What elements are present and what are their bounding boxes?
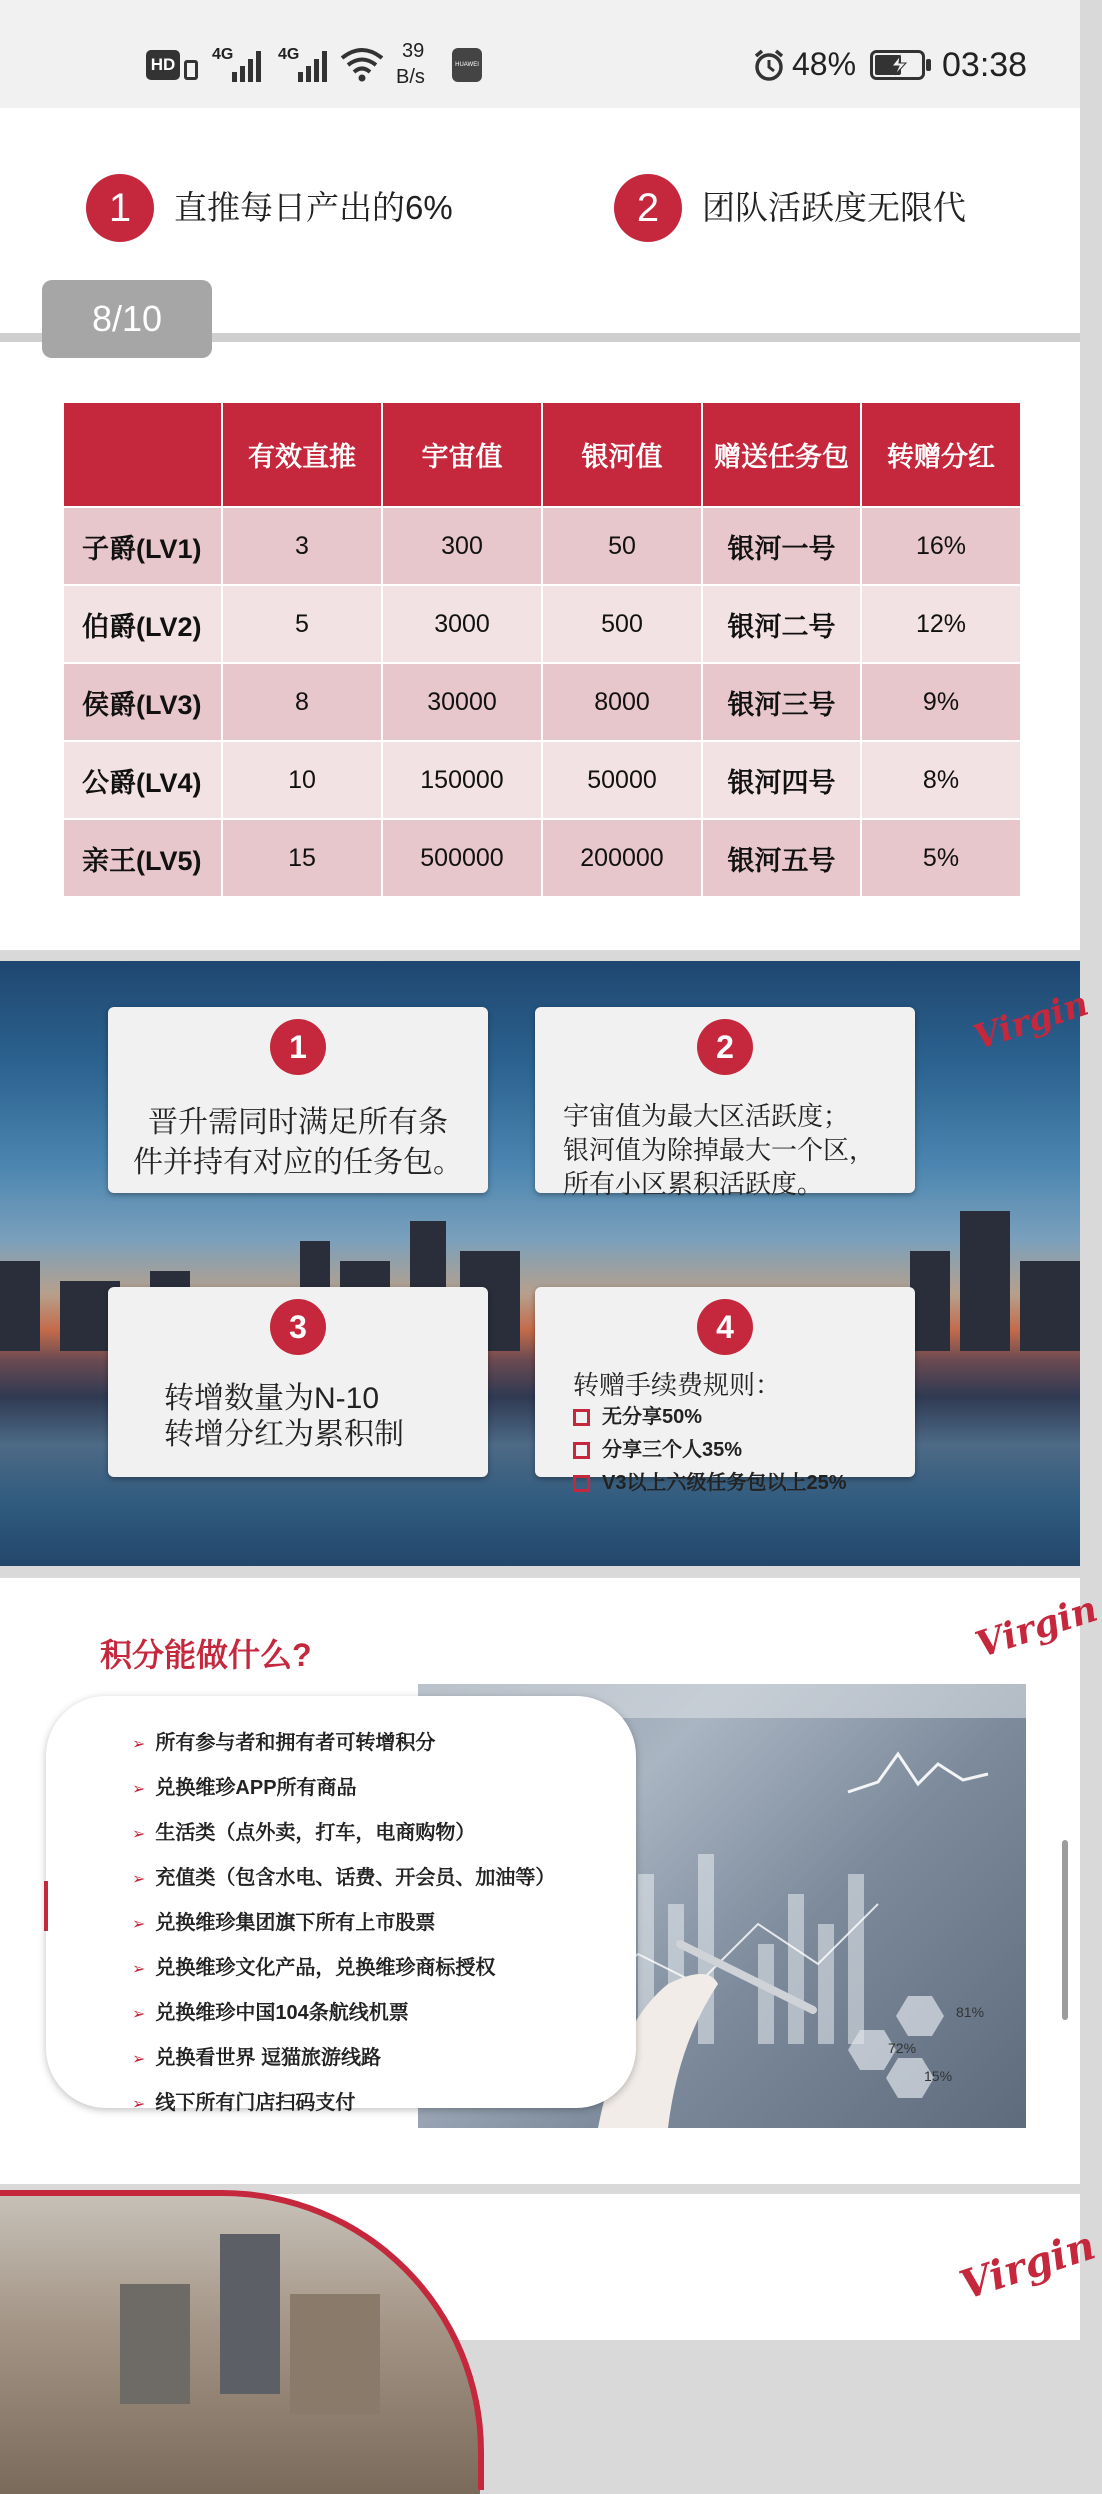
table-cell: 银河五号	[702, 819, 861, 897]
virgin-logo: Virgin	[954, 2221, 1101, 2310]
table-row	[63, 663, 1021, 741]
usage-item	[132, 1771, 357, 1800]
rule-card-1-text	[108, 1103, 488, 1183]
table-cell: 3	[222, 507, 382, 585]
table-cell: 银河四号	[702, 741, 861, 819]
rule-card-2	[535, 1007, 915, 1199]
arrow-right-icon: ➢	[132, 1961, 146, 1978]
wifi-icon	[340, 46, 384, 82]
photo-label: 81%	[956, 2004, 985, 2020]
usage-item	[132, 1816, 475, 1845]
table-header-row	[63, 402, 1021, 507]
table-row	[63, 585, 1021, 663]
table-cell: 10	[222, 741, 382, 819]
table-cell: 500000	[382, 819, 542, 897]
rule-card-3-text	[164, 1381, 484, 1453]
slide-level-table	[0, 108, 1080, 950]
rule-card-2-number: 2	[697, 1019, 753, 1075]
table-cell: 50	[542, 507, 702, 585]
fee-rule-item	[573, 1467, 913, 1500]
table-cell: 5%	[861, 819, 1021, 897]
table-cell: 9%	[861, 663, 1021, 741]
arrow-right-icon: ➢	[132, 1736, 146, 1753]
battery-percent: 48%	[792, 46, 857, 82]
usage-panel	[46, 1696, 636, 2114]
table-cell: 15	[222, 819, 382, 897]
table-cell: 5	[222, 585, 382, 663]
arrow-right-icon: ➢	[132, 1871, 146, 1888]
checkbox-icon	[573, 1409, 590, 1426]
point-1-text: 直推每日产出的6%	[174, 189, 453, 226]
fee-rule-item	[573, 1401, 913, 1434]
battery-charging-icon	[870, 50, 932, 80]
usage-item-text: 生活类（点外卖，打车，电商购物）	[155, 1822, 476, 1844]
arrow-right-icon: ➢	[132, 1781, 146, 1798]
slide-promotion-rules	[0, 961, 1094, 1566]
table-cell: 200000	[542, 819, 702, 897]
table-header: 转赠分红	[861, 402, 1021, 507]
table-row	[63, 507, 1021, 585]
table-cell: 500	[542, 585, 702, 663]
table-header: 银河值	[542, 402, 702, 507]
rule-card-3	[108, 1287, 488, 1477]
rule-card-1-line: 晋升需同时满足所有条	[148, 1106, 448, 1139]
usage-item-text: 兑换维珍APP所有商品	[155, 1777, 357, 1799]
usage-item	[132, 1996, 409, 2025]
arrow-right-icon: ➢	[132, 2051, 146, 2068]
table-cell: 8000	[542, 663, 702, 741]
virgin-logo: Virgin	[970, 1587, 1102, 1667]
net-speed-value: 39	[402, 40, 425, 62]
table-row	[63, 819, 1021, 897]
huawei-app-label: HUAWEI	[455, 62, 479, 68]
rule-card-2-line: 银河值为除掉最大一个区，	[563, 1135, 876, 1165]
slide-points-usage	[0, 1578, 1102, 2184]
table-cell: 16%	[861, 507, 1021, 585]
network-type-1: 4G	[212, 46, 234, 63]
table-cell: 公爵(LV4)	[63, 741, 222, 819]
usage-item	[132, 1861, 555, 1890]
usage-item-text: 充值类（包含水电、话费、开会员、加油等）	[155, 1867, 556, 1889]
table-cell: 银河三号	[702, 663, 861, 741]
rule-card-4-list	[573, 1401, 913, 1500]
red-arc	[0, 2190, 484, 2490]
slide-next-partial	[0, 2194, 1101, 2340]
checkbox-icon	[573, 1442, 590, 1459]
fee-rule-text: 分享三个人35%	[602, 1439, 743, 1461]
table-header: 有效直推	[222, 402, 382, 507]
signal-icon-2	[296, 48, 332, 82]
usage-item-text: 兑换维珍中国104条航线机票	[155, 2002, 409, 2024]
rule-card-3-line: 转增分红为累积制	[164, 1418, 404, 1451]
table-cell: 银河一号	[702, 507, 861, 585]
table-cell: 银河二号	[702, 585, 861, 663]
accent-marker	[44, 1881, 48, 1931]
alarm-icon	[752, 48, 786, 82]
rule-card-3-number: 3	[270, 1299, 326, 1355]
photo-label: 72%	[888, 2040, 917, 2056]
arrow-right-icon: ➢	[132, 1916, 146, 1933]
fee-rule-text: V3以上六级任务包以上25%	[602, 1472, 847, 1494]
table-cell: 300	[382, 507, 542, 585]
signal-icon-1	[230, 48, 266, 82]
checkbox-icon	[573, 1475, 590, 1492]
table-row	[63, 741, 1021, 819]
table-cell: 伯爵(LV2)	[63, 585, 222, 663]
hd-icon	[146, 50, 180, 80]
page-indicator: 8/10	[42, 280, 212, 358]
table-cell: 亲王(LV5)	[63, 819, 222, 897]
clock: 03:38	[942, 46, 1028, 84]
usage-item	[132, 1726, 435, 1755]
status-bar	[0, 0, 1080, 108]
arrow-right-icon: ➢	[132, 2006, 146, 2023]
table-cell: 3000	[382, 585, 542, 663]
usage-item-text: 兑换维珍集团旗下所有上市股票	[155, 1912, 436, 1934]
table-cell: 子爵(LV1)	[63, 507, 222, 585]
fee-rule-text: 无分享50%	[602, 1406, 703, 1428]
usage-item-text: 线下所有门店扫码支付	[155, 2092, 356, 2114]
table-cell: 150000	[382, 741, 542, 819]
point-1-number: 1	[86, 174, 154, 242]
rule-card-3-line: 转增数量为N-10	[164, 1382, 380, 1415]
photo-label: 15%	[924, 2068, 953, 2084]
usage-item-text: 所有参与者和拥有者可转增积分	[155, 1732, 436, 1754]
rule-card-4	[535, 1287, 915, 1494]
table-header	[63, 402, 222, 507]
hd-label: HD	[150, 55, 176, 74]
usage-item-text: 兑换维珍文化产品，兑换维珍商标授权	[155, 1957, 496, 1979]
usage-item	[132, 1906, 435, 1935]
rule-card-2-text	[563, 1099, 913, 1201]
usage-item	[132, 2041, 381, 2070]
level-table	[62, 401, 1022, 898]
usage-item	[132, 2086, 355, 2115]
table-cell: 50000	[542, 741, 702, 819]
table-cell: 12%	[861, 585, 1021, 663]
point-2-text: 团队活跃度无限代	[702, 189, 966, 226]
rule-card-1-line: 件并持有对应的任务包。	[133, 1146, 463, 1179]
point-2-number: 2	[614, 174, 682, 242]
table-cell: 8%	[861, 741, 1021, 819]
net-speed-unit: B/s	[396, 66, 425, 88]
rule-card-1	[108, 1007, 488, 1193]
scrollbar-thumb[interactable]	[1062, 1840, 1068, 2020]
rule-card-4-title: 转赠手续费规则：	[573, 1370, 782, 1400]
virgin-logo: Virgin	[968, 983, 1094, 1059]
table-cell: 侯爵(LV3)	[63, 663, 222, 741]
table-cell: 30000	[382, 663, 542, 741]
usage-item-text: 兑换看世界 逗猫旅游线路	[155, 2047, 381, 2069]
fee-rule-item	[573, 1434, 913, 1467]
rule-card-2-line: 所有小区累积活跃度。	[563, 1169, 824, 1199]
rule-card-4-number: 4	[697, 1299, 753, 1355]
arrow-right-icon: ➢	[132, 2096, 146, 2113]
phone-sim-icon	[184, 60, 198, 80]
network-type-2: 4G	[278, 46, 300, 63]
usage-item	[132, 1951, 495, 1980]
table-header: 赠送任务包	[702, 402, 861, 507]
arrow-right-icon: ➢	[132, 1826, 146, 1843]
huawei-app-icon	[452, 48, 482, 82]
rule-card-2-line: 宇宙值为最大区活跃度；	[563, 1101, 850, 1131]
rule-card-1-number: 1	[270, 1019, 326, 1075]
slide-title: 积分能做什么?	[100, 1637, 312, 1673]
table-header: 宇宙值	[382, 402, 542, 507]
table-cell: 8	[222, 663, 382, 741]
